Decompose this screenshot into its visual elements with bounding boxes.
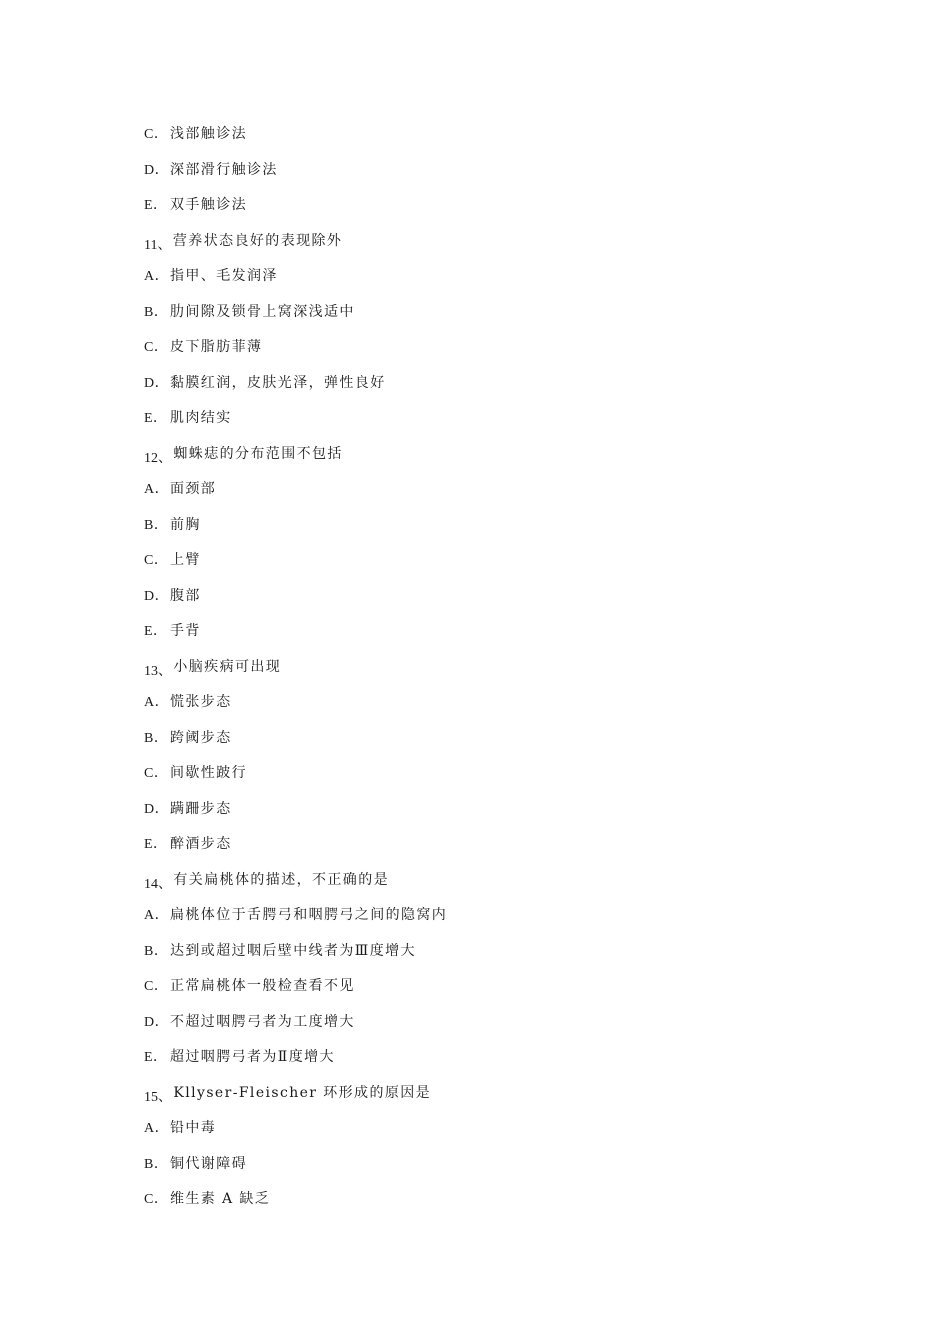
question-line: [144, 657, 844, 693]
option-line: [144, 302, 844, 338]
option-line: [144, 905, 844, 941]
option-text: 黏膜红润，皮肤光泽，弹性良好: [170, 374, 386, 391]
option-line: [144, 1047, 844, 1083]
option-line: [144, 1012, 844, 1048]
question-line: [144, 1083, 844, 1119]
question-number: 11: [144, 237, 158, 253]
question-text: Kllyser-Fleischer 环形成的原因是: [173, 1084, 432, 1101]
option-line: [144, 160, 844, 196]
option-letter: C．: [144, 979, 169, 994]
option-letter: D．: [144, 1014, 170, 1030]
option-letter: E．: [144, 624, 168, 639]
option-text: 肌肉结实: [170, 410, 232, 426]
option-letter: A．: [144, 269, 170, 284]
option-line: [144, 586, 844, 622]
option-letter: D．: [144, 801, 170, 817]
option-letter: D．: [144, 162, 170, 178]
question-line: [144, 870, 844, 906]
option-line: [144, 479, 844, 515]
option-line: [144, 337, 844, 373]
option-line: [144, 799, 844, 835]
question-number: 15: [144, 1089, 158, 1105]
option-text: 浅部触诊法: [170, 126, 247, 142]
option-text: 手背: [170, 623, 201, 639]
option-letter: E．: [144, 411, 168, 426]
option-line: [144, 408, 844, 444]
option-letter: B．: [144, 304, 169, 320]
question-number: 13: [144, 663, 158, 679]
option-line: [144, 550, 844, 586]
option-text: 铅中毒: [170, 1120, 217, 1136]
option-line: [144, 124, 844, 160]
option-letter: A．: [144, 908, 170, 923]
question-text: 小脑疾病可出现: [173, 658, 282, 675]
question-number: 12: [144, 450, 158, 466]
option-letter: E．: [144, 198, 168, 213]
option-letter: C．: [144, 340, 169, 355]
option-letter: D．: [144, 375, 170, 391]
option-text: 维生素 A 缺乏: [170, 1191, 271, 1207]
option-line: [144, 373, 844, 409]
option-text: 深部滑行触诊法: [170, 161, 278, 178]
option-letter: C．: [144, 127, 169, 142]
question-separator: 、: [158, 875, 174, 892]
option-letter: C．: [144, 553, 169, 568]
option-text: 面颈部: [170, 481, 217, 497]
option-line: [144, 266, 844, 302]
option-line: [144, 941, 844, 977]
option-text: 腹部: [170, 587, 201, 604]
option-line: [144, 976, 844, 1012]
option-letter: B．: [144, 730, 169, 746]
option-line: [144, 692, 844, 728]
question-text: 有关扁桃体的描述，不正确的是: [173, 871, 390, 888]
option-text: 肋间隙及锁骨上窝深浅适中: [170, 303, 355, 320]
option-letter: C．: [144, 1192, 169, 1207]
option-text: 慌张步态: [170, 694, 232, 710]
question-separator: 、: [158, 449, 174, 466]
option-letter: E．: [144, 837, 168, 852]
option-text: 蹒跚步态: [170, 800, 232, 817]
option-line: [144, 763, 844, 799]
question-text: 蜘蛛痣的分布范围不包括: [173, 445, 343, 462]
option-line: [144, 728, 844, 764]
option-text: 扁桃体位于舌腭弓和咽腭弓之间的隐窝内: [170, 907, 448, 923]
option-letter: B．: [144, 1156, 169, 1172]
option-text: 双手触诊法: [170, 197, 247, 213]
option-letter: E．: [144, 1050, 168, 1065]
option-letter: B．: [144, 943, 169, 959]
option-line: [144, 1154, 844, 1190]
question-line: [144, 444, 844, 480]
question-list: [144, 124, 844, 1225]
option-text: 指甲、毛发润泽: [170, 268, 278, 284]
option-text: 达到或超过咽后壁中线者为Ⅲ度增大: [170, 942, 416, 959]
question-separator: 、: [158, 662, 174, 679]
option-text: 跨阈步态: [170, 729, 232, 746]
option-letter: A．: [144, 1121, 170, 1136]
option-text: 前胸: [170, 516, 201, 533]
option-line: [144, 515, 844, 551]
option-line: [144, 834, 844, 870]
option-text: 上臂: [170, 552, 201, 568]
question-text: 营养状态良好的表现除外: [172, 232, 343, 249]
option-text: 正常扁桃体一般检查看不见: [170, 978, 355, 994]
option-line: [144, 621, 844, 657]
option-line: [144, 1189, 844, 1225]
option-letter: B．: [144, 517, 169, 533]
question-line: [144, 231, 844, 267]
option-line: [144, 1118, 844, 1154]
option-text: 醉酒步态: [170, 836, 232, 852]
option-text: 不超过咽腭弓者为工度增大: [170, 1013, 355, 1030]
option-line: [144, 195, 844, 231]
option-letter: C．: [144, 766, 169, 781]
question-separator: 、: [158, 1088, 174, 1105]
option-text: 超过咽腭弓者为Ⅱ度增大: [170, 1049, 335, 1065]
option-letter: A．: [144, 695, 170, 710]
option-letter: D．: [144, 588, 170, 604]
question-separator: 、: [157, 236, 173, 253]
option-text: 间歇性跛行: [170, 765, 247, 781]
option-letter: A．: [144, 482, 170, 497]
option-text: 铜代谢障碍: [170, 1155, 247, 1172]
option-text: 皮下脂肪菲薄: [170, 339, 263, 355]
question-number: 14: [144, 876, 158, 892]
